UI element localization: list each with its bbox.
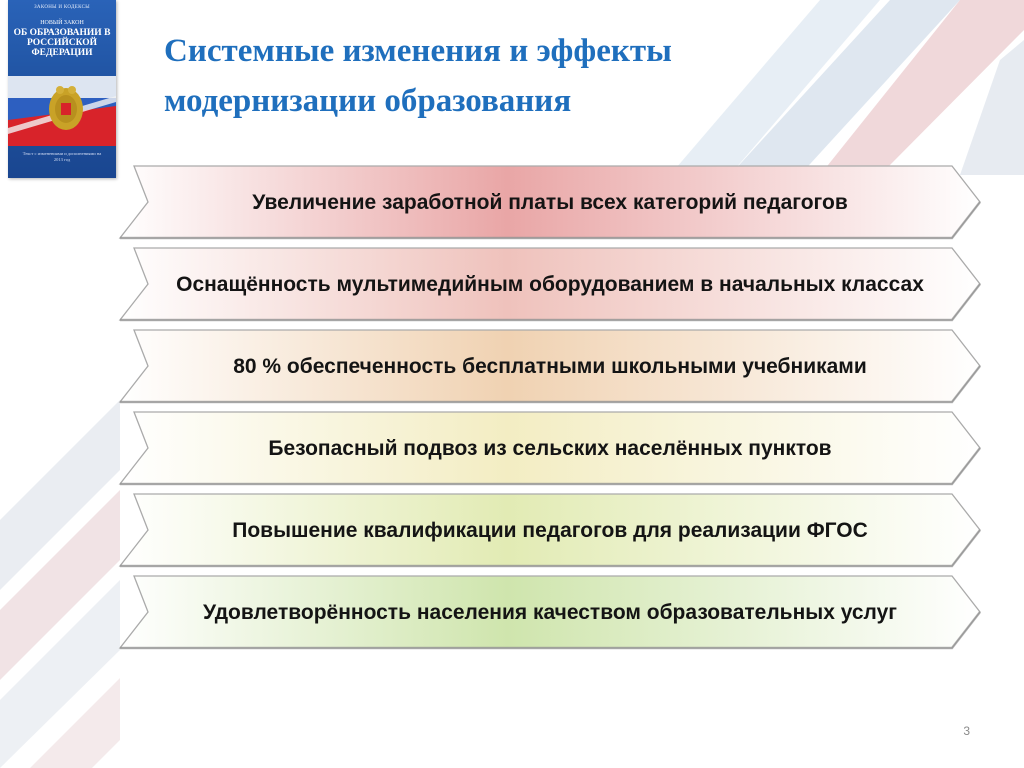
slide-title: Системные изменения и эффекты модернизации образования: [164, 33, 672, 119]
list-item: [118, 247, 982, 321]
book-series: ЗАКОНЫ И КОДЕКСЫ: [34, 5, 90, 10]
page-number: 3: [963, 724, 970, 738]
book-subtitle: НОВЫЙ ЗАКОН: [40, 20, 84, 26]
russian-coat-of-arms-icon: [8, 76, 116, 146]
list-item: [118, 329, 982, 403]
list-item-text: Оснащённость мультимедийным оборудованием в начальных классах: [176, 272, 924, 296]
list-item-text: 80 % обеспеченность бесплатными школьными учебниками: [233, 354, 867, 378]
book-title: ОБ ОБРАЗОВАНИИ В РОССИЙСКОЙ ФЕДЕРАЦИИ: [13, 28, 111, 58]
list-item-text: Удовлетворённость населения качеством образовательных услуг: [202, 600, 898, 624]
book-note: Текст с изменениями и дополнениями на 2013 год: [22, 151, 102, 162]
list-item: [118, 411, 982, 485]
list-item: [118, 575, 982, 649]
list-item-text: Безопасный подвоз из сельских населённых пунктов: [268, 436, 832, 460]
list-item-text: Увеличение заработной платы всех категорий педагогов: [252, 190, 848, 214]
list-item-text: Повышение квалификации педагогов для реализации ФГОС: [232, 518, 868, 542]
list-item: [118, 165, 982, 239]
list-item: [118, 493, 982, 567]
law-book-cover: [8, 0, 116, 178]
